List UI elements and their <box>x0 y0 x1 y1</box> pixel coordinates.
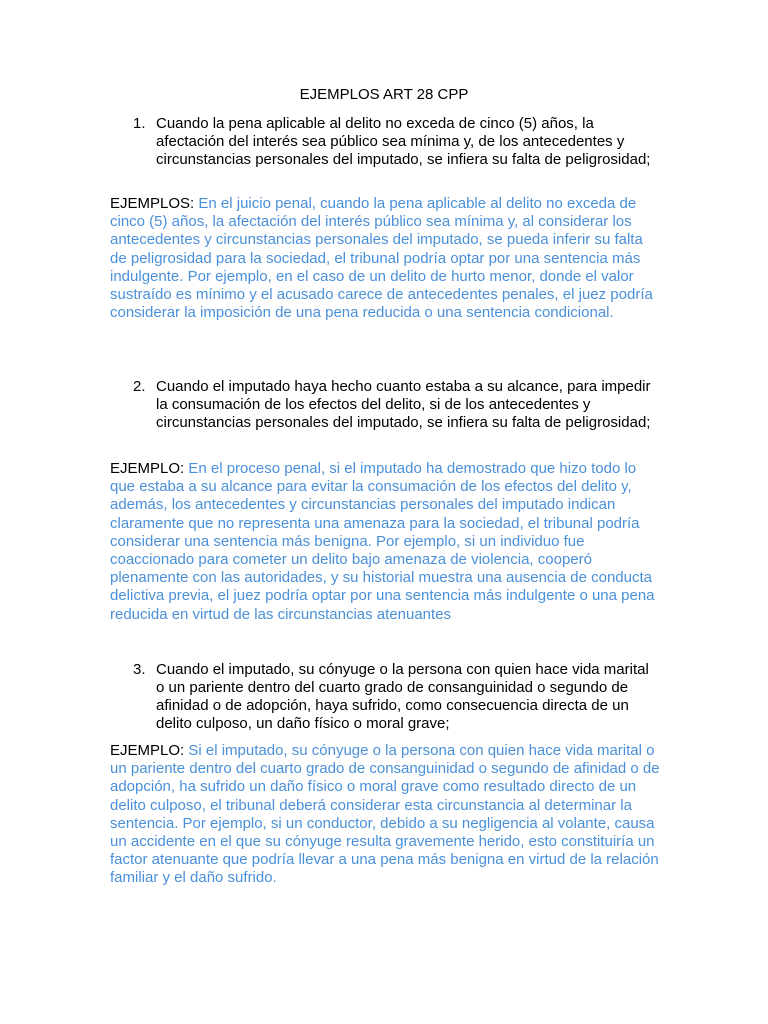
criterion-number: 1. <box>133 115 146 132</box>
page-title: EJEMPLOS ART 28 CPP <box>299 86 469 103</box>
criterion-number: 3. <box>133 661 146 678</box>
example-label: EJEMPLO: <box>110 742 185 759</box>
example-label: EJEMPLO: <box>110 460 185 477</box>
criterion-item-3 <box>133 661 653 733</box>
example-paragraph-2 <box>110 460 660 624</box>
example-label: EJEMPLOS: <box>110 195 195 212</box>
criterion-text: Cuando el imputado, su cónyuge o la persona con quien hace vida marital o un pariente dentro del cuarto grado de consanguinidad o segundo de afinidad o de adopción, haya sufrido, como consecuencia directa de un delito culposo, un daño físico o moral grave; <box>156 661 649 732</box>
example-text: Si el imputado, su cónyuge o la persona con quien hace vida marital o un pariente dentro del cuarto grado de consanguinidad o segundo de afinidad o de adopción, ha sufrido un daño físico o moral grave como resultado directo de un delito culposo, el tribunal deberá considerar esta circunstancia al determinar la sentencia. Por ejemplo, si un conductor, debido a su negligencia al volante, causa un accidente en el que su cónyuge resulta gravemente herido, esto constituiría un factor atenuante que podría llevar a una pena más benigna en virtud de la relación familiar y el daño sufrido. <box>110 742 660 887</box>
criterion-text: Cuando la pena aplicable al delito no exceda de cinco (5) años, la afectación del interés sea público sea mínima y, de los antecedentes y circunstancias personales del imputado, se infiera su falta de peligrosidad; <box>156 115 651 168</box>
criterion-text: Cuando el imputado haya hecho cuanto estaba a su alcance, para impedir la consumación de los efectos del delito, si de los antecedentes y circunstancias personales del imputado, se infiera su falta de peligrosidad; <box>156 378 651 431</box>
example-text: En el juicio penal, cuando la pena aplicable al delito no exceda de cinco (5) años, la afectación del interés público sea mínima y, al considerar los antecedentes y circunstancias personales del imputado, se pueda inferir su falta de peligrosidad para la sociedad, el tribunal podría optar por una sentencia más indulgente. Por ejemplo, en el caso de un delito de hurto menor, donde el valor sustraído es mínimo y el acusado carece de antecedentes penales, el juez podría considerar la imposición de una pena reducida o una sentencia condicional. <box>110 195 653 322</box>
criterion-item-1 <box>133 115 653 169</box>
criterion-item-2 <box>133 378 653 432</box>
criterion-number: 2. <box>133 378 146 395</box>
example-text: En el proceso penal, si el imputado ha demostrado que hizo todo lo que estaba a su alcance para evitar la consumación de los efectos del delito y, además, los antecedentes y circunstancias personales del imputado indican claramente que no representa una amenaza para la sociedad, el tribunal podría considerar una sentencia más benigna. Por ejemplo, si un individuo fue coaccionado para cometer un delito bajo amenaza de violencia, cooperó plenamente con las autoridades, y su historial muestra una ausencia de conducta delictiva previa, el juez podría optar por una sentencia más indulgente o una pena reducida en virtud de las circunstancias atenuantes <box>110 460 655 623</box>
example-paragraph-1 <box>110 195 660 322</box>
example-paragraph-3 <box>110 742 660 888</box>
